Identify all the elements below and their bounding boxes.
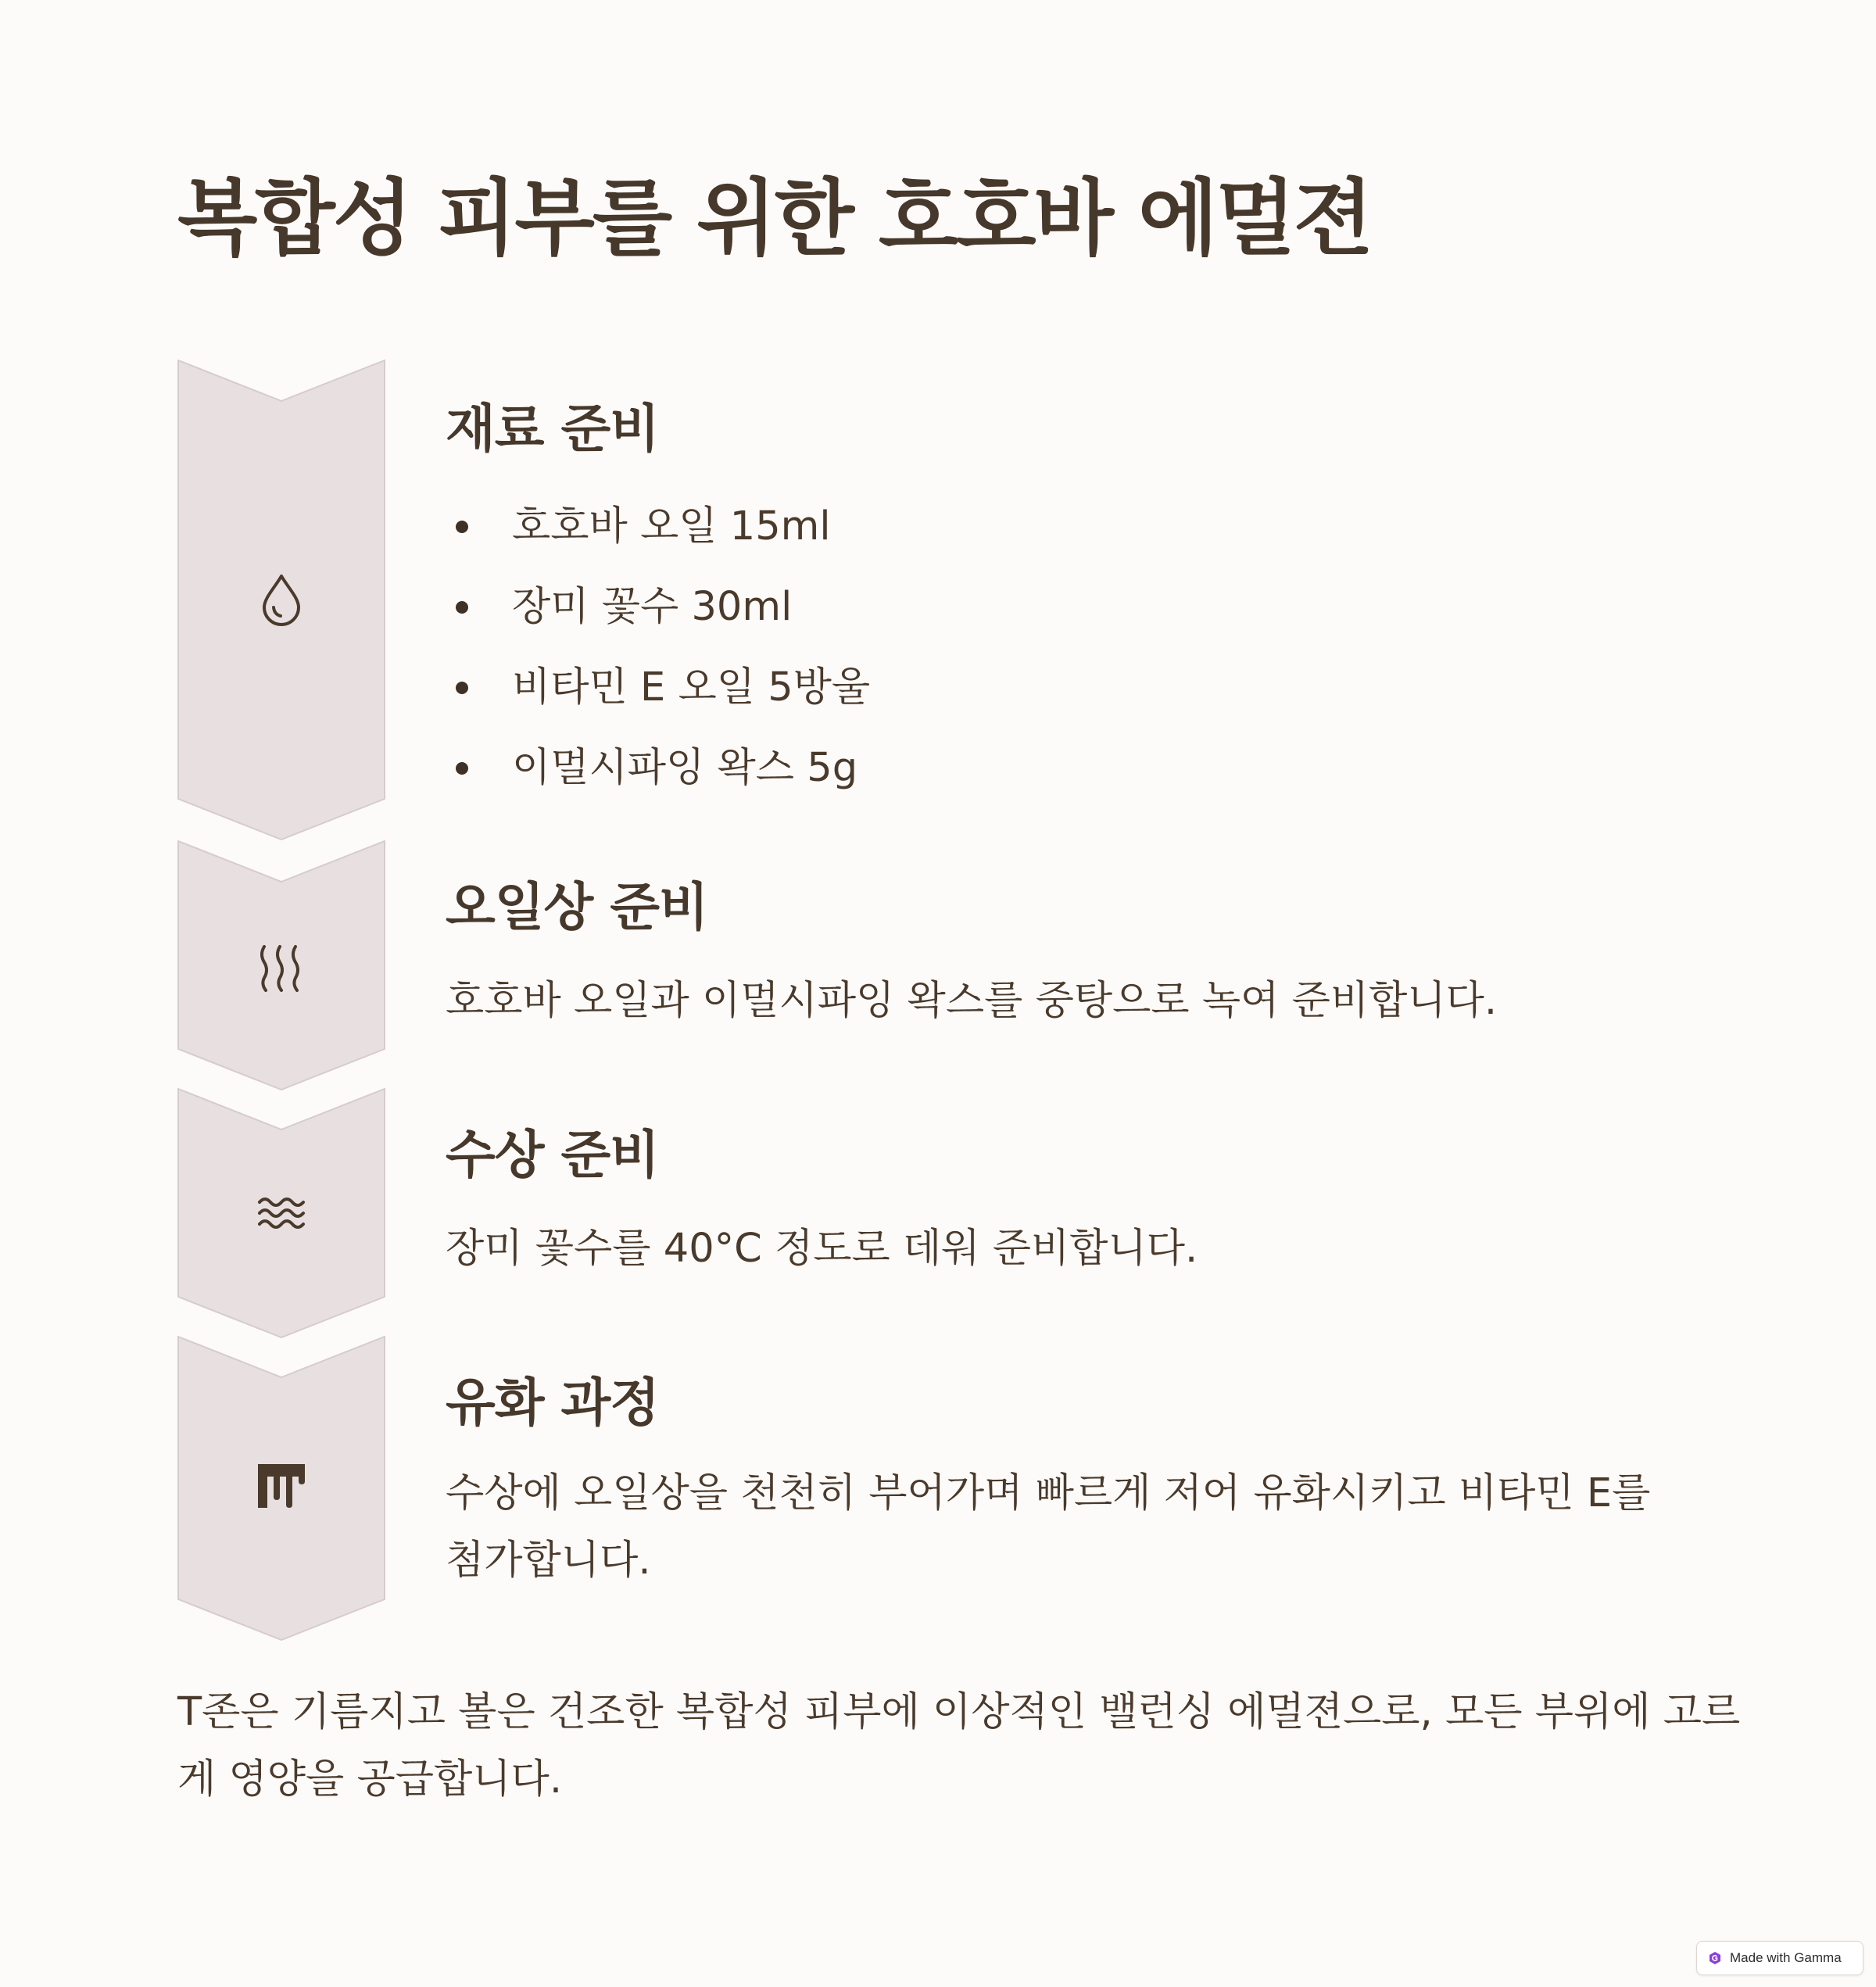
step-2-title: 오일상 준비 bbox=[446, 877, 708, 937]
badge-label: Made with Gamma bbox=[1730, 1950, 1842, 1965]
heat-waves-icon bbox=[253, 939, 310, 995]
summary-text: T존은 기름지고 볼은 건조한 복합성 피부에 이상적인 밸런싱 에멀젼으로, 모든 부위에 고르게 영양을 공급합니다. bbox=[177, 1689, 1741, 1803]
step-3-text: 장미 꽃수를 40°C 정도로 데워 준비합니다. bbox=[446, 1226, 1198, 1272]
water-waves-icon bbox=[253, 1185, 310, 1241]
dripping-mix-icon bbox=[253, 1456, 310, 1513]
made-with-gamma-badge[interactable] bbox=[1696, 1941, 1863, 1975]
step-3-chevron bbox=[177, 1088, 385, 1338]
list-item: 장미 꽃수 30ml bbox=[446, 567, 870, 647]
step-1-title: 재료 준비 bbox=[446, 399, 660, 459]
gamma-logo-icon bbox=[1708, 1951, 1722, 1965]
step-1-chevron bbox=[177, 360, 385, 840]
list-item: 비타민 E 오일 5방울 bbox=[446, 647, 870, 728]
page-title: 복합성 피부를 위한 호호바 에멀젼 bbox=[177, 170, 1372, 267]
droplet-icon bbox=[253, 571, 310, 628]
list-item: 이멀시파잉 왁스 5g bbox=[446, 728, 870, 808]
step-4-chevron bbox=[177, 1336, 385, 1641]
step-3-title: 수상 준비 bbox=[446, 1125, 660, 1185]
step-2-chevron bbox=[177, 840, 385, 1090]
step-4-text: 수상에 오일상을 천천히 부어가며 빠르게 저어 유화시키고 비타민 E를 첨가합니다. bbox=[446, 1470, 1651, 1584]
step-4-title: 유화 과정 bbox=[446, 1373, 660, 1433]
step-2-text: 호호바 오일과 이멀시파잉 왁스를 중탕으로 녹여 준비합니다. bbox=[446, 978, 1498, 1024]
ingredients-list bbox=[446, 486, 870, 808]
list-item: 호호바 오일 15ml bbox=[446, 486, 870, 567]
